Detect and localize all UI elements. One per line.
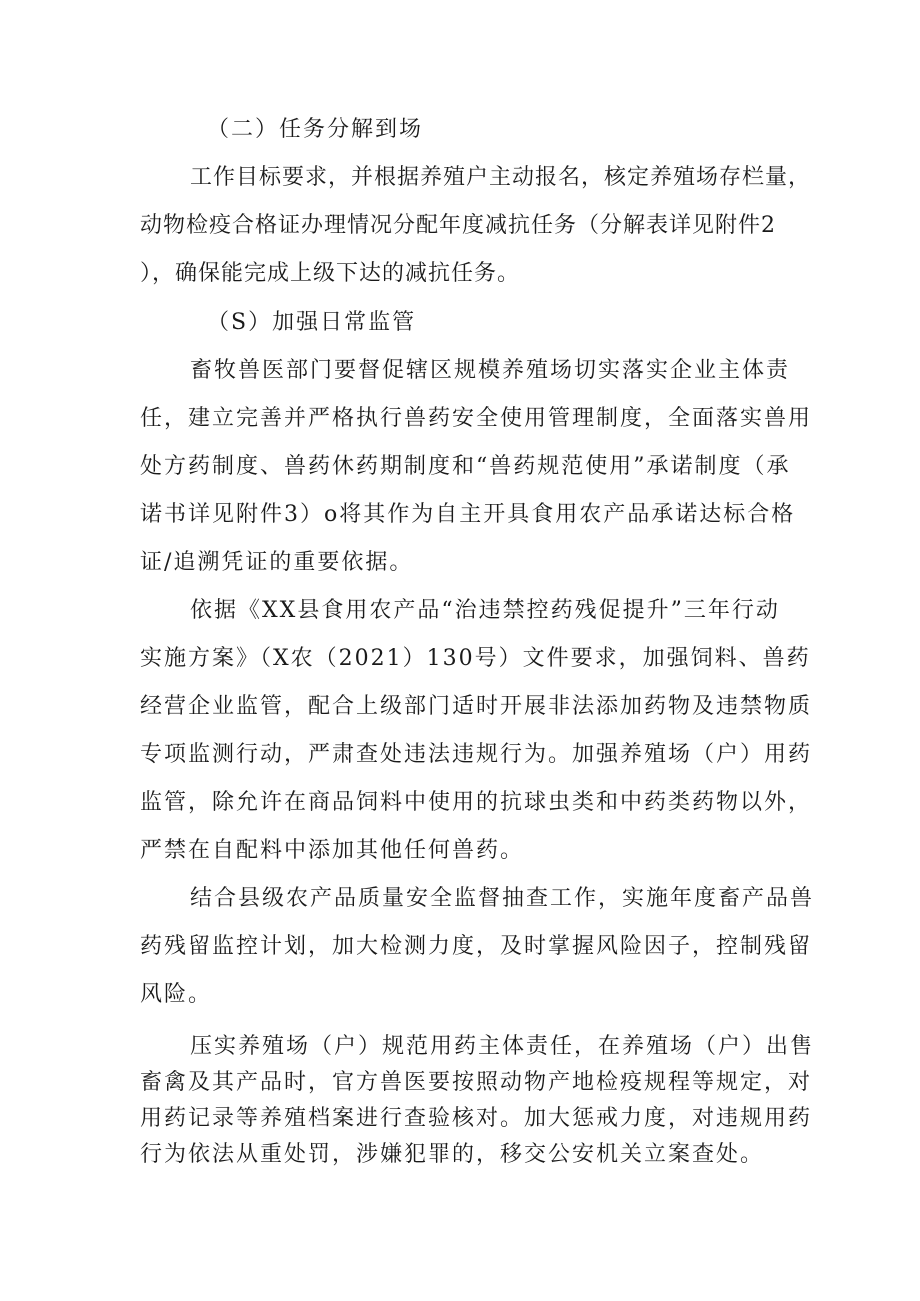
paragraph-line: 畜禽及其产品时，官方兽医要按照动物产地检疫规程等规定，对 — [140, 1070, 813, 1095]
section-heading: （S）加强日常监管 — [207, 310, 417, 335]
paragraph-line: 严禁在自配料中添加其他任何兽药。 — [140, 838, 525, 863]
paragraph-line: 压实养殖场（户）规范用药主体责任，在养殖场（户）出售 — [190, 1034, 815, 1059]
paragraph-line: 结合县级农产品质量安全监督抽查工作，实施年度畜产品兽 — [190, 886, 815, 911]
paragraph-line: ），确保能完成上级下达的减抗任务。 — [140, 261, 521, 286]
paragraph-line: 行为依法从重处罚，涉嫌犯罪的，移交公安机关立案查处。 — [140, 1142, 765, 1167]
paragraph-line: 依据《XX县食用农产品“治违禁控药残促提升”三年行动 — [190, 598, 780, 623]
paragraph-line: 诺书详见附件3）o将其作为自主开具食用农产品承诺达标合格 — [140, 502, 796, 527]
paragraph-line: 动物检疫合格证办理情况分配年度减抗任务（分解表详见附件2 — [140, 213, 776, 238]
paragraph-line: 实施方案》（X农（2021）130号）文件要求，加强饲料、兽药 — [140, 646, 811, 671]
paragraph-line: 专项监测行动，严肃查处违法违规行为。加强养殖场（户）用药 — [140, 742, 813, 767]
section-heading: （二）任务分解到场 — [207, 117, 424, 142]
paragraph-line: 证/追溯凭证的重要依据。 — [140, 550, 414, 575]
paragraph-line: 经营企业监管，配合上级部门适时开展非法添加药物及违禁物质 — [140, 694, 813, 719]
paragraph-line: 工作目标要求，并根据养殖户主动报名，核定养殖场存栏量， — [190, 165, 812, 190]
paragraph-line: 畜牧兽医部门要督促辖区规模养殖场切实落实企业主体责 — [190, 358, 791, 383]
paragraph-line: 药残留监控计划，加大检测力度，及时掌握风险因子，控制残留 — [140, 934, 813, 959]
paragraph-line: 任，建立完善并严格执行兽药安全使用管理制度，全面落实兽用 — [140, 406, 813, 431]
paragraph-line: 用药记录等养殖档案进行查验核对。加大惩戒力度，对违规用药 — [140, 1106, 813, 1131]
paragraph-line: 监管，除允许在商品饲料中使用的抗球虫类和中药类药物以外， — [140, 790, 813, 815]
paragraph-line: 风险。 — [140, 982, 213, 1007]
paragraph-line: 处方药制度、兽药休药期制度和“兽药规范使用”承诺制度（承 — [140, 454, 791, 479]
